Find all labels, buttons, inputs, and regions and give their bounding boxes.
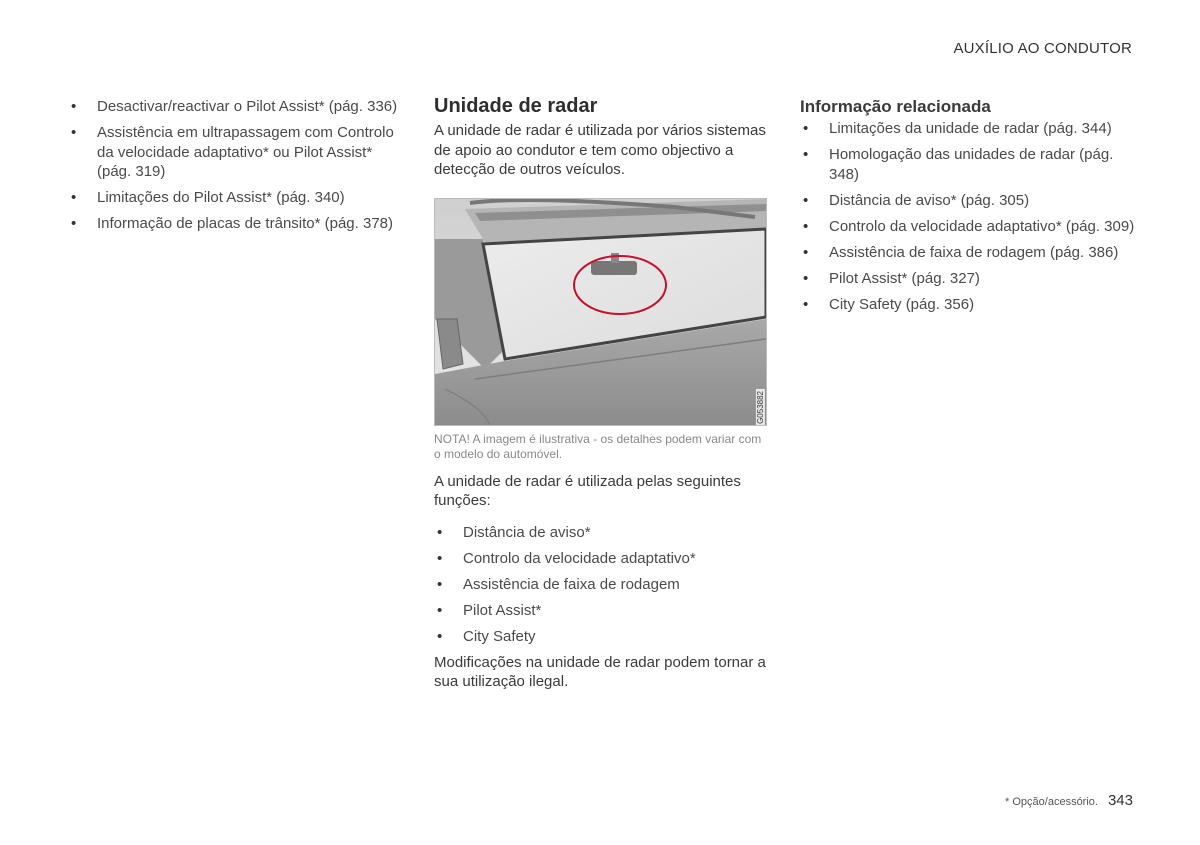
list-item-text: Controlo da velocidade adaptativo* [463,549,696,567]
list-item [434,549,769,569]
list-item[interactable] [800,217,1135,237]
list-item [434,627,769,647]
bullet-icon: • [437,549,443,567]
bullet-icon: • [803,269,809,287]
section-title: Unidade de radar [434,95,598,117]
list-item-text: Desactivar/reactivar o Pilot Assist* (pág. 336) [97,98,398,115]
image-reference-code: G053882 [756,390,765,424]
list-item-text: Assistência de faixa de rodagem [463,575,680,593]
related-info-list [800,119,1135,314]
list-item-text: City Safety (pág. 356) [829,295,975,313]
list-item[interactable] [800,243,1135,263]
list-item-text: Limitações da unidade de radar (pág. 344) [829,120,1112,137]
list-item[interactable] [68,188,403,208]
list-item-text: Distância de aviso* (pág. 305) [829,191,1030,209]
bullet-icon: • [71,189,77,206]
bullet-icon: • [71,124,77,141]
list-item[interactable] [800,191,1135,211]
list-item-text: Distância de aviso* [463,523,591,541]
windshield-radar-illustration [434,198,767,426]
bullet-icon: • [437,575,443,593]
bullet-icon: • [437,523,443,541]
list-item-text: Limitações do Pilot Assist* (pág. 340) [97,189,345,206]
related-links-list [68,97,403,234]
list-item[interactable] [68,97,403,117]
bullet-icon: • [803,295,809,313]
page-number: 343 [1107,792,1133,809]
list-item[interactable] [68,123,403,182]
image-caption: NOTA! A imagem é ilustrativa - os detalhes podem variar com o modelo do automóvel. [434,431,762,461]
bullet-icon: • [437,627,443,645]
list-item-text: Pilot Assist* (pág. 327) [829,269,980,287]
legal-note: Modificações na unidade de radar podem tornar a sua utilização ilegal. [434,653,766,690]
list-item[interactable] [800,119,1135,139]
bullet-icon: • [803,191,809,209]
option-footnote: * Opção/acessório. [1005,796,1098,808]
list-item [434,523,769,543]
list-item-text: Controlo da velocidade adaptativo* (pág. 309) [829,217,1135,235]
bullet-icon: • [437,601,443,619]
list-item [434,575,769,595]
bullet-icon: • [803,120,809,137]
list-item[interactable] [800,145,1135,184]
bullet-icon: • [71,98,77,115]
list-item-text: Homologação das unidades de radar (pág. 348) [829,146,1114,183]
bullet-icon: • [71,215,77,232]
functions-intro: A unidade de radar é utilizada pelas seguintes funções: [434,472,741,509]
list-item[interactable] [68,214,403,234]
list-item-text: Informação de placas de trânsito* (pág. 378) [97,215,394,232]
page-footer [1005,792,1133,809]
bullet-icon: • [803,243,809,261]
list-item[interactable] [800,295,1135,315]
list-item-text: Pilot Assist* [463,601,542,619]
intro-paragraph: A unidade de radar é utilizada por vários sistemas de apoio ao condutor e tem como objectivo a detecção de outros veículos. [434,122,766,178]
list-item-text: Assistência em ultrapassagem com Controlo da velocidade adaptativo* ou Pilot Assist* (pág. 319) [97,124,394,180]
related-info-title: Informação relacionada [800,97,991,116]
list-item [434,601,769,621]
list-item-text: City Safety [463,627,536,645]
bullet-icon: • [803,146,809,163]
column-related-links [68,94,403,240]
section-header: AUXÍLIO AO CONDUTOR [953,40,1132,57]
column-radar-unit [434,94,769,692]
list-item-text: Assistência de faixa de rodagem (pág. 386) [829,243,1119,261]
functions-list [434,523,769,647]
bullet-icon: • [803,217,809,235]
column-related-info [800,94,1135,321]
list-item[interactable] [800,269,1135,289]
